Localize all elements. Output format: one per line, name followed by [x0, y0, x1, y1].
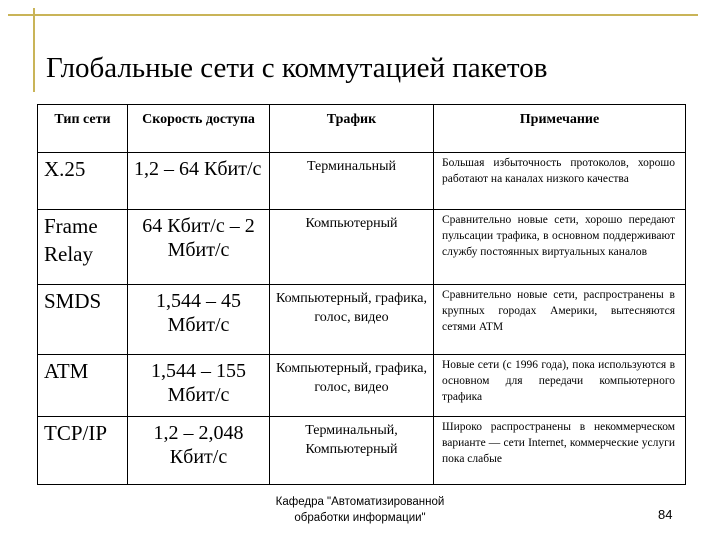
slide-title: Глобальные сети с коммутацией пакетов: [46, 52, 548, 84]
cell-net: TCP/IP: [38, 417, 128, 485]
cell-speed: 64 Кбит/с – 2 Мбит/с: [128, 210, 270, 285]
cell-note: Новые сети (с 1996 года), пока используются в основном для передачи компьютерного трафика: [434, 355, 686, 417]
table-row: [38, 417, 686, 485]
cell-net: Frame Relay: [38, 210, 128, 285]
cell-traffic: Терминальный, Компьютерный: [270, 417, 434, 485]
table-row: [38, 285, 686, 355]
page-number: 84: [658, 507, 673, 522]
footer-line-1: Кафедра "Автоматизированной: [275, 496, 445, 508]
cell-net: ATM: [38, 355, 128, 417]
cell-net: SMDS: [38, 285, 128, 355]
cell-speed: 1,2 – 64 Кбит/с: [128, 153, 270, 210]
cell-speed: 1,2 – 2,048 Кбит/с: [128, 417, 270, 485]
cell-traffic: Компьютерный, графика, голос, видео: [270, 285, 434, 355]
cell-traffic: Терминальный: [270, 153, 434, 210]
networks-table: [37, 104, 686, 485]
cell-speed: 1,544 – 45 Мбит/с: [128, 285, 270, 355]
header-traffic: Трафик: [270, 105, 434, 153]
header-speed: Скорость доступа: [128, 105, 270, 153]
header-net-type: Тип сети: [38, 105, 128, 153]
footer-line-2: обработки информации": [294, 512, 426, 524]
table-header-row: [38, 105, 686, 153]
cell-traffic: Компьютерный: [270, 210, 434, 285]
frame-top-line: [8, 14, 698, 16]
cell-speed: 1,544 – 155 Мбит/с: [128, 355, 270, 417]
table-row: [38, 153, 686, 210]
cell-traffic: Компьютерный, графика, голос, видео: [270, 355, 434, 417]
footer-department: [260, 494, 460, 526]
header-note: Примечание: [434, 105, 686, 153]
table-row: [38, 210, 686, 285]
cell-note: Сравнительно новые сети, распространены в крупных городах Америки, вытесняются сетями ATM: [434, 285, 686, 355]
cell-note: Большая избыточность протоколов, хорошо работают на каналах низкого качества: [434, 153, 686, 210]
cell-note: Сравнительно новые сети, хорошо передают пульсации трафика, в основном поддерживают службу постоянных виртуальных каналов: [434, 210, 686, 285]
cell-net: X.25: [38, 153, 128, 210]
frame-left-line: [33, 8, 35, 92]
cell-note: Широко распространены в некоммерческом варианте — сети Internet, коммерческие услуги пока слабые: [434, 417, 686, 485]
table-row: [38, 355, 686, 417]
